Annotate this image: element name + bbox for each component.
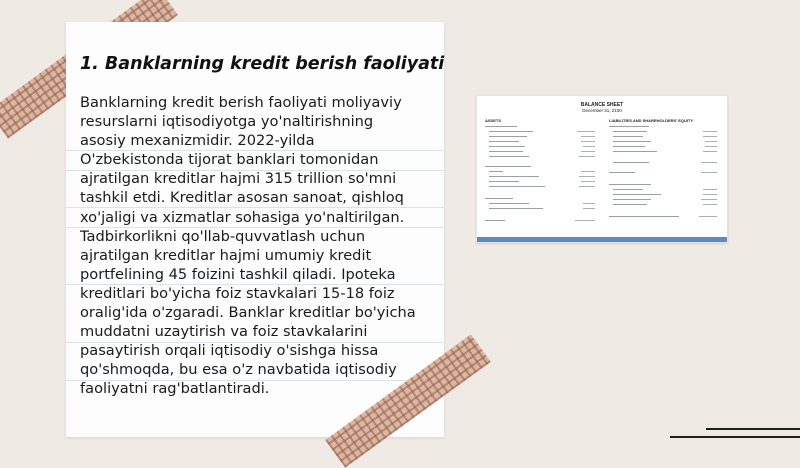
balance-sheet-image [476, 95, 728, 243]
sheet-accent-bar [477, 237, 727, 242]
decorative-line-top [706, 428, 800, 430]
slide-heading: 1. Banklarning kredit berish faoliyati [80, 54, 445, 74]
liabilities-header: LIABILITIES AND SHAREHOLDERS' EQUITY [609, 118, 694, 123]
balance-sheet-date: December 31, 2100 [582, 108, 622, 113]
decorative-line-bottom [670, 436, 800, 438]
balance-sheet-title: BALANCE SHEET [580, 102, 624, 108]
slide-body-text: Banklarning kredit berish faoliyati moliyaviy resurslarni iqtisodiyotga yo'naltirishning asosiy mexanizmidir. 2022-yilda O'zbekistonda tijorat banklari tomonidan ajratilgan kreditlar hajmi 315 trillion so'mni tashkil etdi. Kreditlar asosan sanoat, qishloq xo'jaligi va xizmatlar sohasiga yo'naltirilgan. Tadbirkorlikni qo'llab-quvvatlash uchun ajratilgan kreditlar hajmi umumiy kredit portfelining 45 foizini tashkil qiladi. Ipoteka kreditlari bo'yicha foiz stavkalari 15-18 foiz oralig'ida o'zgaradi. Banklar kreditlar bo'yicha muddatni uzaytirish va foiz stavkalarini pasaytirish orqali iqtisodiy o'sishga hissa qo'shmoqda, bu esa o'z navbatida iqtisodiy faoliyatni rag'batlantiradi. [80, 94, 416, 398]
assets-header: ASSETS [485, 118, 502, 123]
